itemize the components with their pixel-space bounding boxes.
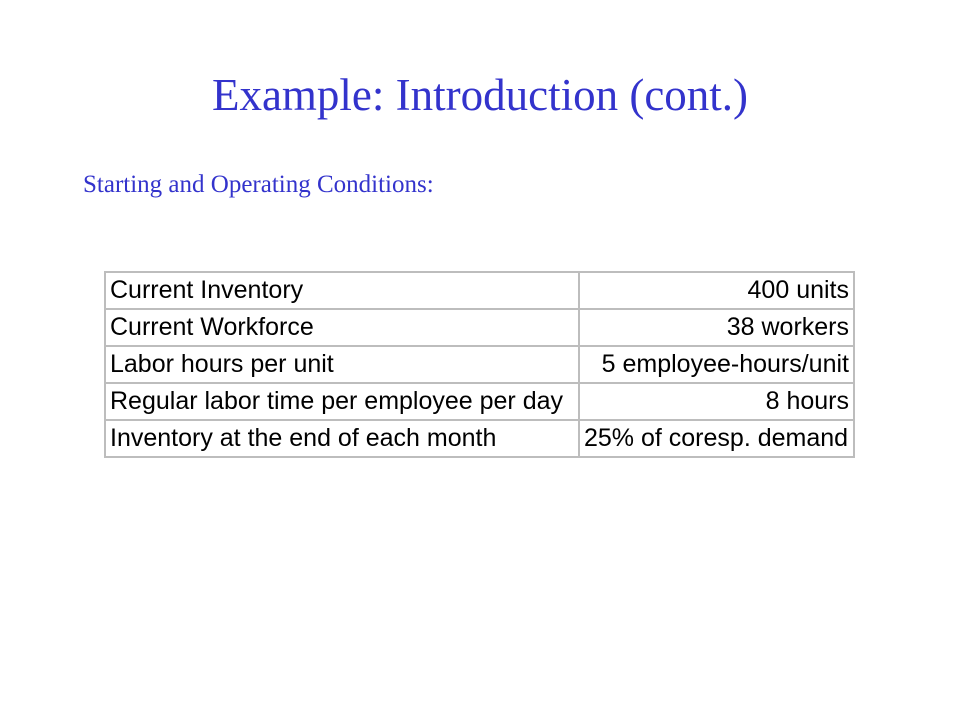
table-row (106, 347, 855, 384)
table-row (106, 310, 855, 347)
table-row (106, 421, 855, 458)
row-label: Labor hours per unit (106, 347, 580, 384)
row-label: Inventory at the end of each month (106, 421, 580, 458)
conditions-table (104, 271, 855, 458)
row-label: Current Workforce (106, 310, 580, 347)
row-label: Current Inventory (106, 273, 580, 310)
row-label: Regular labor time per employee per day (106, 384, 580, 421)
row-value: 400 units (580, 273, 855, 310)
slide-subtitle: Starting and Operating Conditions: (83, 171, 434, 198)
table-row (106, 384, 855, 421)
row-value: 38 workers (580, 310, 855, 347)
table-row (106, 273, 855, 310)
row-value: 5 employee-hours/unit (580, 347, 855, 384)
row-value: 8 hours (580, 384, 855, 421)
slide-title: Example: Introduction (cont.) (211, 70, 749, 120)
row-value: 25% of coresp. demand (580, 421, 855, 458)
